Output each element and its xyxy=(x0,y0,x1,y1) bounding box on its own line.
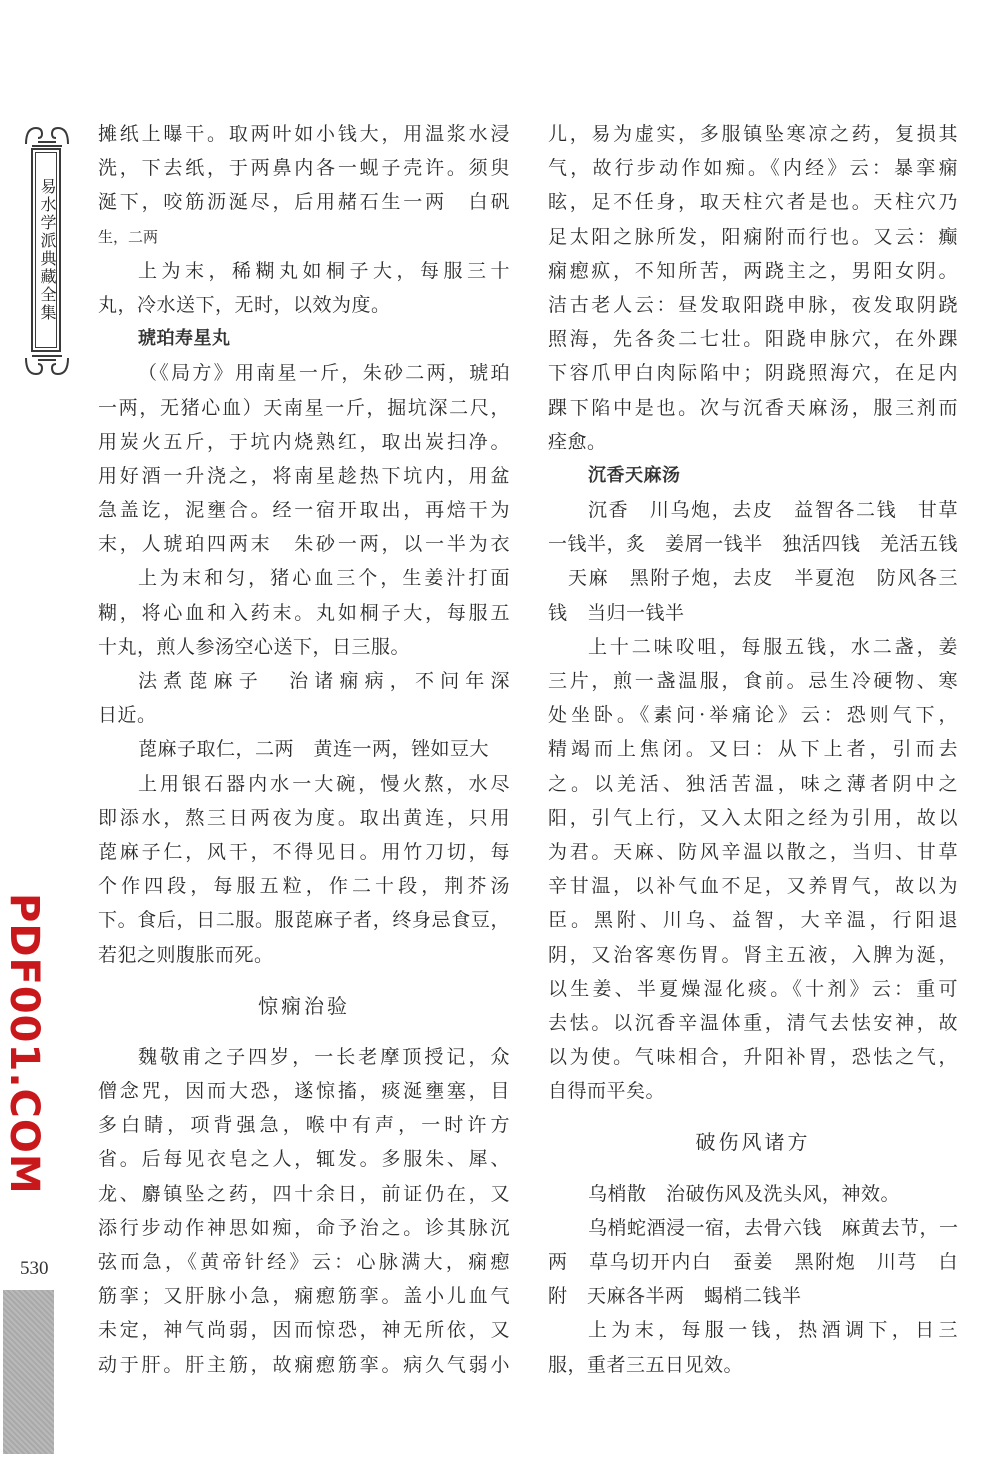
text-line: 个作四段，每服五粒，作二十段，荆芥汤 xyxy=(98,875,510,898)
page-number: 530 xyxy=(20,1258,49,1279)
section-heading: 沉香天麻汤 xyxy=(588,464,681,486)
text-line: 自得而平矣。 xyxy=(548,1080,666,1103)
text-line: 急盖讫，泥壅合。经一宿开取出，再焙干为 xyxy=(98,499,510,522)
series-title: 易水学派典藏全集 xyxy=(38,178,57,322)
ingredient-line: 钱 当归一钱半 xyxy=(548,601,685,624)
right-column xyxy=(548,117,958,1382)
ingredient-line: 附 天麻各半两 蝎梢二钱半 xyxy=(548,1285,802,1308)
text-line: 僧念咒，因而大恐，遂惊搐，痰涎壅塞，目 xyxy=(98,1080,510,1103)
text-line: 去怯。以沉香辛温体重，清气去怯安神，故 xyxy=(548,1011,958,1034)
text-line: 十丸，煎人参汤空心送下，日三服。 xyxy=(98,635,411,658)
banner-frame xyxy=(31,148,61,352)
section-title: 惊痫治验 xyxy=(258,993,350,1018)
text-line: 用好酒一升浇之，将南星趁热下坑内，用盆 xyxy=(98,464,510,487)
text-line: 阴，又治客寒伤胃。肾主五液，入脾为涎， xyxy=(548,943,958,966)
text-line: 精竭而上焦闭。又曰：从下上者，引而去 xyxy=(548,738,958,761)
text-line: 辛甘温，以补气血不足，又养胃气，故以为 xyxy=(548,875,958,898)
ingredient-line: 沉香 川乌炮，去皮 益智各二钱 甘草 xyxy=(588,499,958,522)
recipe-heading-line: 乌梢散 治破伤风及洗头风，神效。 xyxy=(588,1182,901,1205)
text-line: 弦而急，《黄帝针经》云：心脉满大，痫瘛 xyxy=(98,1251,510,1273)
text-line: 添行步动作神思如痴，命予治之。诊其脉沉 xyxy=(98,1216,510,1239)
page-edge-bar xyxy=(3,1290,54,1454)
ingredient-line: 萞麻子取仁，二两 黄连一两，锉如豆大 xyxy=(138,738,490,761)
text-line: 筋挛；又肝脉小急，痫瘛筋挛。盖小儿血气 xyxy=(98,1285,510,1308)
banner-ornament-top xyxy=(24,124,70,148)
text-line: 气，故行步动作如痴。《内经》云：暴挛痫 xyxy=(548,157,958,180)
text-line: 即添水，熬三日两夜为度。取出黄连，只用 xyxy=(98,806,510,829)
text-line: 儿，易为虚实，多服镇坠寒凉之药，复损其 xyxy=(548,123,958,145)
text-line: 上为末，每服一钱，热酒调下，日三 xyxy=(588,1319,958,1342)
text-line: 阳，引气上行，又入太阳之经为引用，故以 xyxy=(548,806,958,829)
text-line: 上为末，稀糊丸如桐子大，每服三十 xyxy=(138,259,510,282)
text-line: 末，人琥珀四两末 朱砂一两，以一半为衣 xyxy=(98,533,510,556)
text-line: 照海，先各灸二七壮。阳跷申脉穴，在外踝 xyxy=(548,328,958,351)
text-line: 痫瘛疭，不知所苦，两跷主之，男阳女阴。 xyxy=(548,259,958,282)
ingredient-line: 乌梢蛇酒浸一宿，去骨六钱 麻黄去节，一 xyxy=(588,1216,959,1239)
text-line: （《局方》用南星一斤，朱砂二两，琥珀 xyxy=(138,362,510,385)
text-line: 多白睛，项背强急，喉中有声，一时许方 xyxy=(98,1114,510,1137)
recipe-heading-line: 法煮萞麻子 治诸痫病，不问年深 xyxy=(138,670,510,692)
text-line: 龙、麝镇坠之药，四十余日，前证仍在，又 xyxy=(98,1182,510,1205)
text-line: 魏敬甫之子四岁，一长老摩顶授记，众 xyxy=(138,1045,510,1068)
text-line: 一两，无猪心血）天南星一斤，掘坑深二尺， xyxy=(98,396,510,419)
text-line: 三片，煎一盏温服，食前。忌生冷硬物、寒 xyxy=(548,670,958,692)
text-line: 上用银石器内水一大碗，慢火熬，水尽 xyxy=(138,772,510,795)
text-line: 省。后每见衣皂之人，辄发。多服朱、犀、 xyxy=(98,1148,510,1171)
text-line: 上为末和匀，猪心血三个，生姜汁打面 xyxy=(138,567,510,590)
text-line: 下容爪甲白肉际陷中；阴跷照海穴，在足内 xyxy=(548,362,958,385)
text-line: 未定，神气尚弱，因而惊恐，神无所依，又 xyxy=(98,1319,510,1342)
text-line: 处坐卧。《素问·举痛论》云：恐则气下， xyxy=(548,704,958,727)
section-heading: 琥珀寿星丸 xyxy=(138,328,231,350)
text-line: 眩，足不任身，取天柱穴者是也。天柱穴乃 xyxy=(548,191,958,214)
text-line: 服，重者三五日见效。 xyxy=(548,1353,744,1376)
watermark: PDF001.COM xyxy=(1,893,47,1195)
text-line: 上十二味㕮咀，每服五钱，水二盏，姜 xyxy=(588,635,958,658)
text-line: 洁古老人云：昼发取阳跷申脉，夜发取阴跷 xyxy=(548,293,958,316)
banner-ornament-bottom xyxy=(24,354,70,378)
text-line: 为君。天麻、防风辛温以散之，当归、甘草 xyxy=(548,840,958,863)
text-line: 日近。 xyxy=(98,704,157,727)
text-line: 以为使。气味相合，升阳补胃，恐怯之气， xyxy=(548,1046,958,1069)
text-line: 丸，冷水送下，无时，以效为度。 xyxy=(98,293,391,316)
text-line: 摊纸上曝干。取两叶如小钱大，用温浆水浸 xyxy=(98,123,510,145)
text-line: 用炭火五斤，于坑内烧熟红，取出炭扫净。 xyxy=(98,430,510,453)
text-line: 足太阳之脉所发，阳痫附而行也。又云：癫 xyxy=(548,225,958,248)
text-line: 若犯之则腹胀而死。 xyxy=(98,943,274,966)
text-line: 糊，将心血和入药末。丸如桐子大，每服五 xyxy=(98,601,510,624)
text-line: 动于肝。肝主筋，故痫瘛筋挛。病久气弱小 xyxy=(98,1353,510,1376)
ingredient-line: 一钱半，炙 姜屑一钱半 独活四钱 羌活五钱 xyxy=(548,533,958,556)
text-line: 痊愈。 xyxy=(548,430,607,453)
text-line: 下。食后，日二服。服萞麻子者，终身忌食豆， xyxy=(98,909,510,932)
ingredient-line: 天麻 黑附子炮，去皮 半夏泡 防风各三 xyxy=(568,567,958,590)
text-line: 臣。黑附、川乌、益智，大辛温，行阳退 xyxy=(548,909,958,932)
text-line: 涎下，咬筋沥涎尽，后用赭石生一两 白矾 xyxy=(98,191,510,214)
section-title: 破伤风诸方 xyxy=(695,1130,811,1155)
text-line: 洗，下去纸，于两鼻内各一蚬子壳许。须臾 xyxy=(98,157,510,180)
series-banner xyxy=(24,124,70,378)
text-line: 萞麻子仁，风干，不得见日。用竹刀切，每 xyxy=(98,840,510,863)
ingredient-line: 两 草乌切开内白 蚕姜 黑附炮 川芎 白 xyxy=(548,1251,958,1273)
left-column xyxy=(98,117,510,1382)
text-line: 生，二两 xyxy=(98,227,159,246)
text-line: 之。以羌活、独活苦温，味之薄者阴中之 xyxy=(548,772,958,795)
text-line: 以生姜、半夏燥湿化痰。《十剂》云：重可 xyxy=(548,977,958,1000)
text-line: 踝下陷中是也。次与沉香天麻汤，服三剂而 xyxy=(548,396,958,419)
